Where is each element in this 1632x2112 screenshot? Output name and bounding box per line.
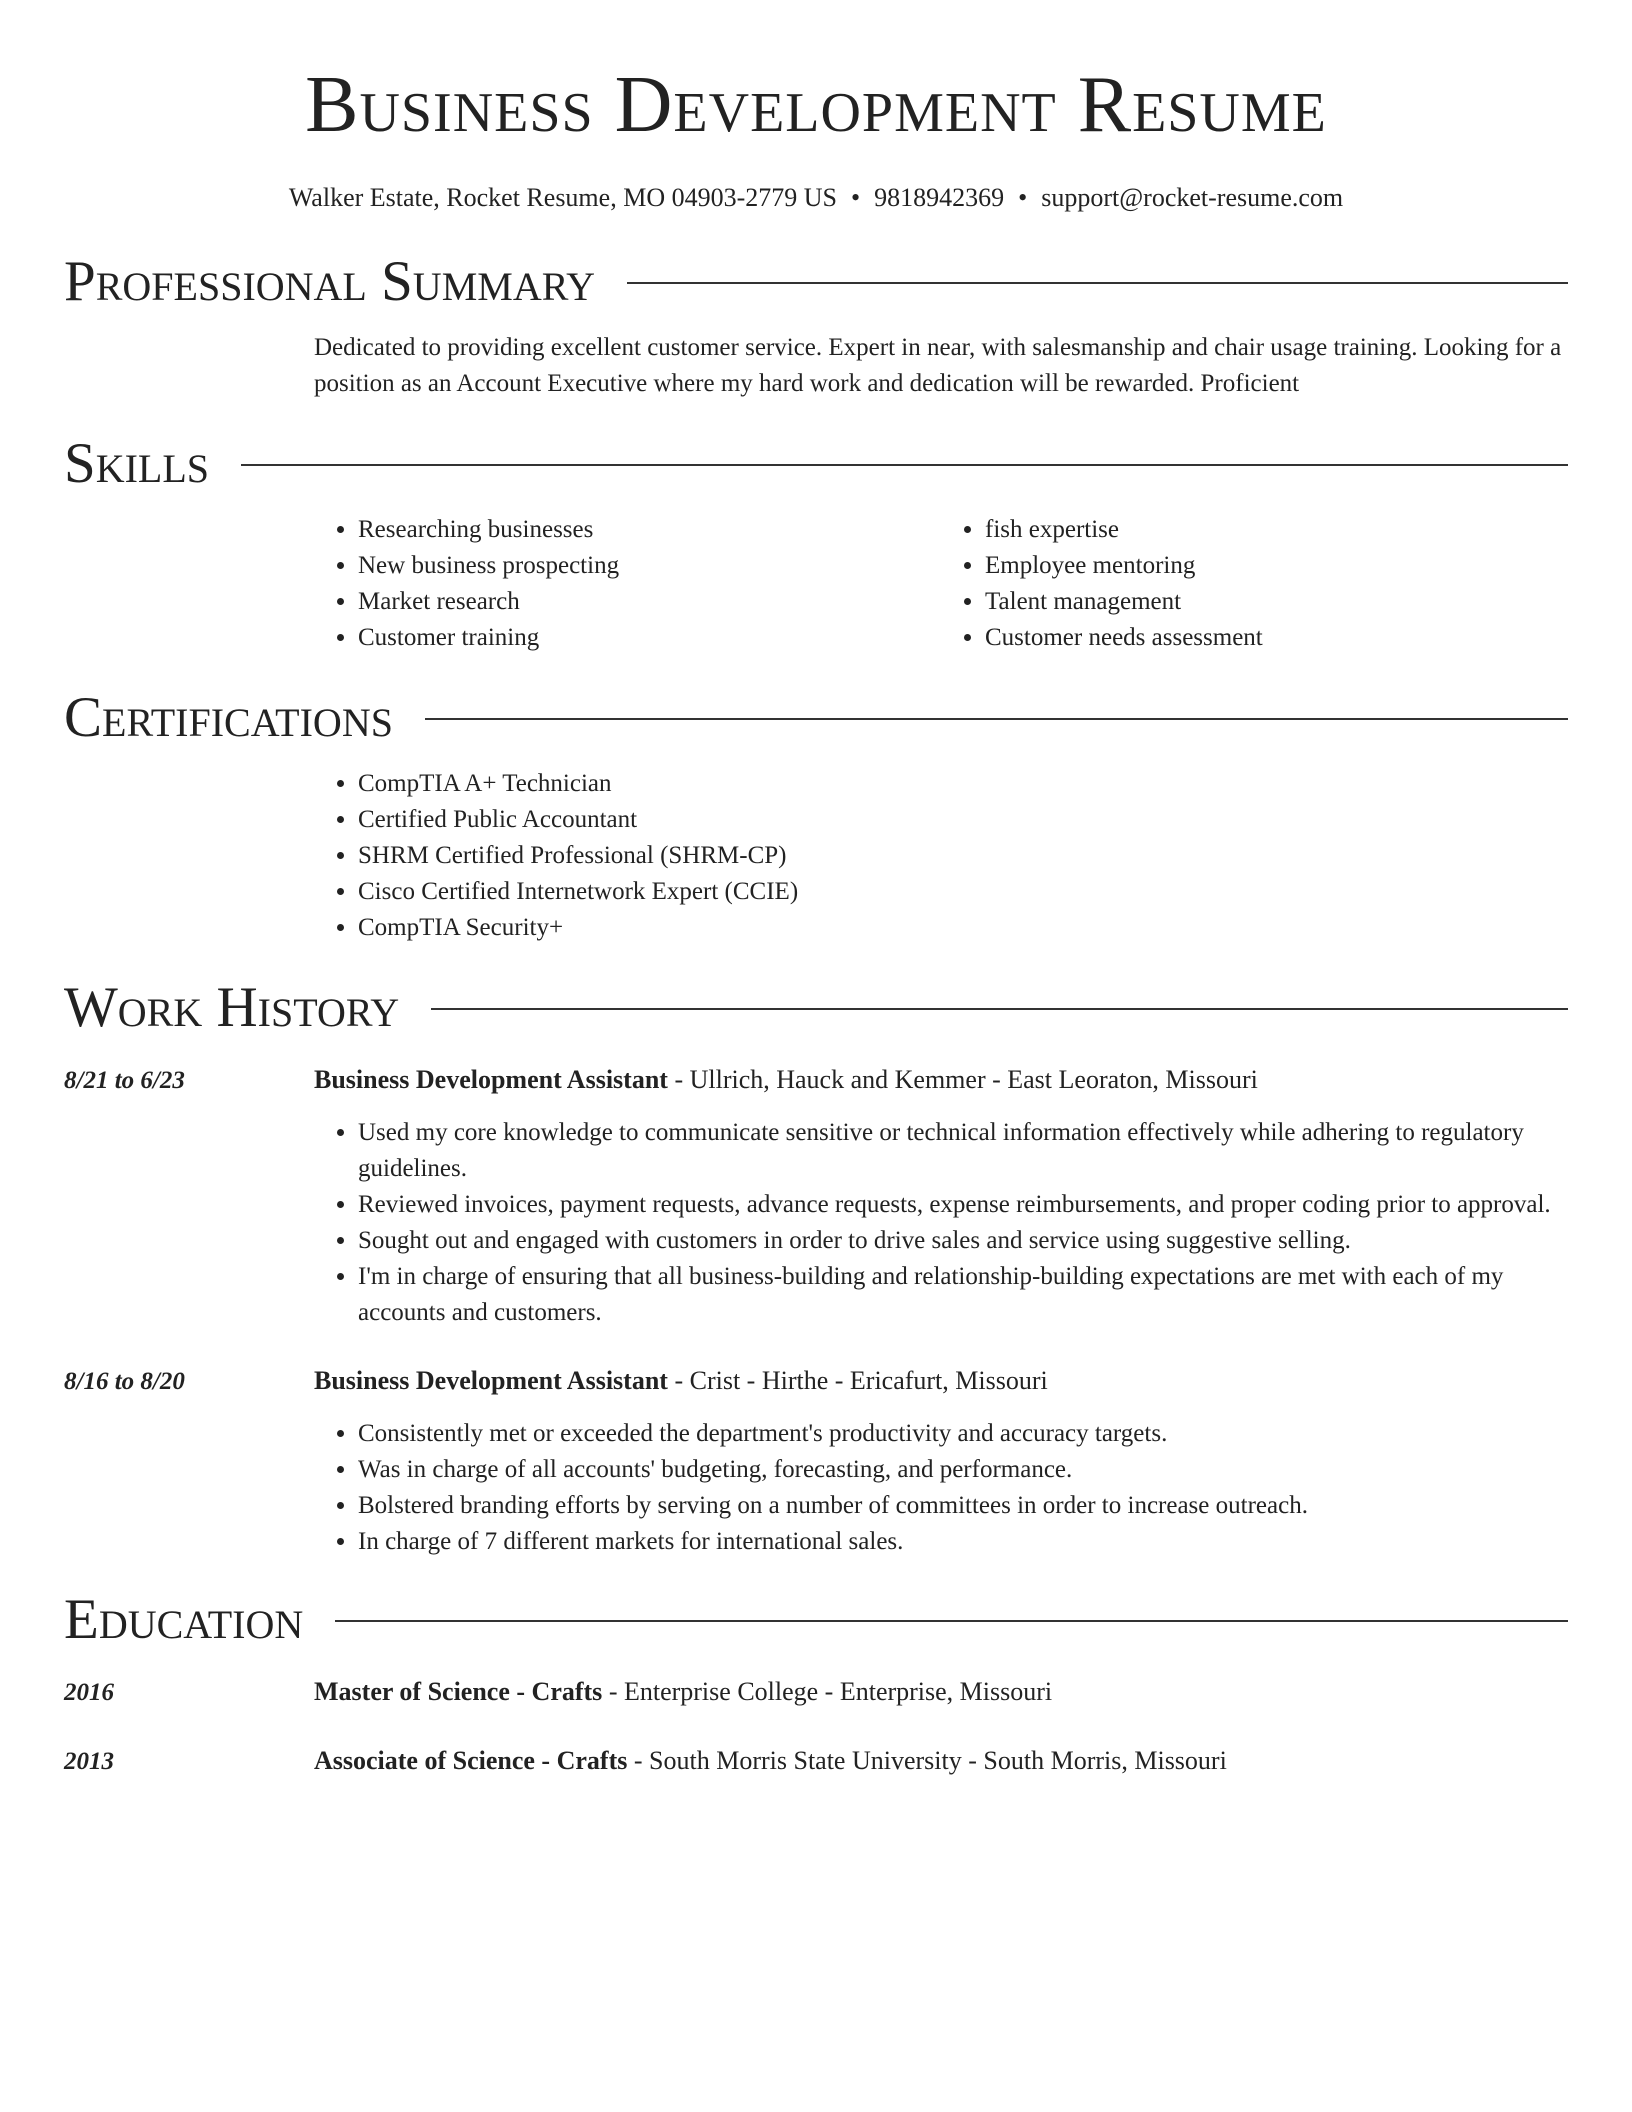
- skill-item: • Market research: [358, 584, 941, 620]
- work-dates: 8/21 to 6/23: [64, 1067, 185, 1094]
- work-bullet: • Sought out and engaged with customers in order to drive sales and service using suggestive selling.: [358, 1223, 1568, 1259]
- education-degree-line: [314, 1743, 1227, 1779]
- contact-address: Walker Estate, Rocket Resume, MO 04903-2779 US: [288, 183, 837, 212]
- section-title-skills: Skills: [64, 432, 210, 495]
- work-bullets: [314, 1115, 1568, 1331]
- education-year: 2016: [64, 1679, 114, 1706]
- education-entry: [64, 1674, 1568, 1711]
- section-divider: [431, 1008, 1568, 1010]
- certification-item: • CompTIA Security+: [358, 910, 1568, 946]
- summary-block: [314, 330, 1568, 402]
- work-position: [314, 1062, 1258, 1098]
- certifications-list: [314, 766, 1568, 946]
- education-year: 2013: [64, 1748, 114, 1775]
- work-entry-header: [64, 1062, 1568, 1099]
- job-details: - Ullrich, Hauck and Kemmer - East Leoraton, Missouri: [667, 1065, 1258, 1094]
- section-title-work-history: Work History: [64, 976, 400, 1039]
- certification-item: • Cisco Certified Internetwork Expert (CCIE): [358, 874, 1568, 910]
- skills-column-right: [941, 512, 1568, 656]
- skills-column-left: [314, 512, 941, 656]
- section-header-skills: [64, 432, 1568, 496]
- skill-item: • Employee mentoring: [985, 548, 1568, 584]
- section-header-certifications: [64, 686, 1568, 750]
- skill-item: • Researching businesses: [358, 512, 941, 548]
- work-duties: [314, 1115, 1568, 1331]
- work-entry-header: [64, 1363, 1568, 1400]
- resume-title: Business Development Resume: [305, 61, 1327, 149]
- work-entry: [64, 1062, 1568, 1331]
- work-bullet: • Bolstered branding efforts by serving on a number of committees in order to increase outreach.: [358, 1488, 1568, 1524]
- work-bullet: • Was in charge of all accounts' budgeting, forecasting, and performance.: [358, 1452, 1568, 1488]
- education-entry: [64, 1743, 1568, 1780]
- job-details: - Crist - Hirthe - Ericafurt, Missouri: [667, 1366, 1048, 1395]
- education-degree-line: [314, 1674, 1052, 1710]
- work-bullet: • I'm in charge of ensuring that all business-building and relationship-building expectations are met with each of my accounts and customers.: [358, 1259, 1568, 1331]
- job-title: Business Development Assistant: [314, 1366, 668, 1395]
- contact-separator: •: [851, 183, 861, 212]
- job-title: Business Development Assistant: [314, 1065, 668, 1094]
- certifications-block: [314, 766, 1568, 946]
- skills-list: [314, 512, 1568, 656]
- work-duties: [314, 1416, 1568, 1560]
- section-header-summary: [64, 250, 1568, 314]
- certification-item: • CompTIA A+ Technician: [358, 766, 1568, 802]
- degree-name: Associate of Science - Crafts: [314, 1746, 628, 1775]
- work-bullet: • Used my core knowledge to communicate sensitive or technical information effectively while adhering to regulatory guidelines.: [358, 1115, 1568, 1187]
- education-details: - Enterprise College - Enterprise, Missouri: [602, 1677, 1053, 1706]
- section-title-certifications: Certifications: [64, 686, 393, 749]
- skill-item: • fish expertise: [985, 512, 1568, 548]
- work-bullet: • Consistently met or exceeded the department's productivity and accuracy targets.: [358, 1416, 1568, 1452]
- section-divider: [241, 464, 1568, 466]
- section-title-summary: Professional Summary: [64, 250, 596, 313]
- degree-name: Master of Science - Crafts: [314, 1677, 603, 1706]
- contact-phone: 9818942369: [874, 183, 1005, 212]
- certification-item: • Certified Public Accountant: [358, 802, 1568, 838]
- section-divider: [627, 282, 1568, 284]
- work-bullet: • In charge of 7 different markets for international sales.: [358, 1524, 1568, 1560]
- section-header-work-history: [64, 976, 1568, 1040]
- section-divider: [425, 718, 1568, 720]
- contact-email: support@rocket-resume.com: [1041, 183, 1344, 212]
- skill-item: • Customer training: [358, 620, 941, 656]
- section-title-education: Education: [64, 1588, 304, 1651]
- work-bullet: • Reviewed invoices, payment requests, advance requests, expense reimbursements, and proper coding prior to approval.: [358, 1187, 1568, 1223]
- summary-text: Dedicated to providing excellent customer service. Expert in near, with salesmanship and chair usage training. Looking for a position as an Account Executive where my hard work and dedication will be rewarded. Proficient: [314, 334, 1562, 397]
- work-bullets: [314, 1416, 1568, 1560]
- section-header-education: [64, 1588, 1568, 1652]
- work-dates: 8/16 to 8/20: [64, 1368, 185, 1395]
- education-details: - South Morris State University - South Morris, Missouri: [627, 1746, 1227, 1775]
- contact-line: [64, 182, 1568, 214]
- work-position: [314, 1363, 1048, 1399]
- contact-separator: •: [1018, 183, 1028, 212]
- skill-item: • New business prospecting: [358, 548, 941, 584]
- skill-item: • Customer needs assessment: [985, 620, 1568, 656]
- section-divider: [335, 1620, 1568, 1622]
- work-entry: [64, 1363, 1568, 1560]
- skill-item: • Talent management: [985, 584, 1568, 620]
- certification-item: • SHRM Certified Professional (SHRM-CP): [358, 838, 1568, 874]
